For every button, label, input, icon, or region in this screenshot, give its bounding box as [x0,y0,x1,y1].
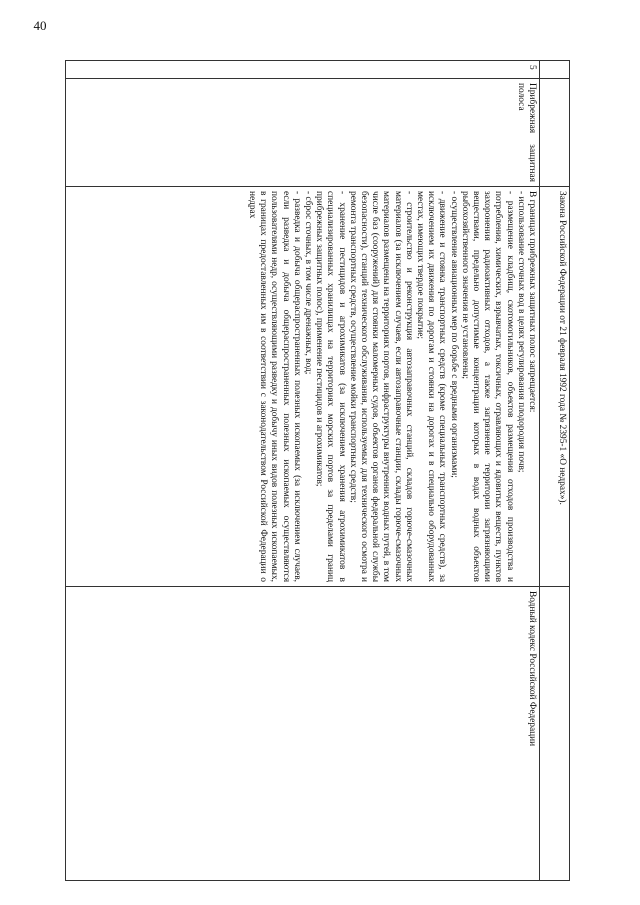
provision-item: - размещение кладбищ, скотомогильников, объектов размещения отходов производства и потребления, химических, взрывчатых, токсичных, отравляющих и ядовитых веществ, пунктов захоронения радиоактивных отходов, а также загрязнение территории загрязняющими веществами, предельно допустимые концентрации которых в водах водных объектов рыбохозяйственного значения не установлены; [459,191,515,582]
row-number-cell: 5 [66,61,540,79]
provision-item: - строительство и реконструкция автозаправочных станций, складов горюче-смазочных материалов (за исключением случаев, если автозаправочные станции, склады горюче-смазочных материалов размещены на территориях портов, инфраструктуры внутренних водных путей, в том числе баз (сооружений) для стоянки маломерных судов, объектов органов федеральной службы безопасности), станций технического обслуживания, используемых для технического осмотра и ремонта транспортных средств, осуществление мойки транспортных средств; [347,191,414,582]
header-provisions-cell: Закона Российской Федерации от 21 февраля 1992 года № 2395-1 «О недрах»). [540,187,570,587]
header-number-cell [540,61,570,79]
provision-item: - использование сточных вод в целях регулирования плодородия почв; [515,191,526,473]
provision-item: - хранение пестицидов и агрохимикатов (за исключением хранения агрохимикатов в специализированных хранилищах на территориях морских портов за пределами границ прибрежных защитных полос), применение пестицидов и агрохимикатов; [314,191,347,582]
provision-item: - сброс сточных, в том числе дренажных, вод; [302,191,313,375]
provision-item: - осуществление авиационных мер по борьбе с вредными организмами; [448,191,459,478]
provision-item: - движение и стоянка транспортных средств (кроме специальных транспортных средств), за исключением их движения по дорогам и стоянки на дорогах и в специально оборудованных местах, имеющих твердое покрытие; [414,191,448,582]
restrictions-table [65,60,570,881]
provision-item: - разведка и добыча общераспространенных полезных ископаемых (за исключением случаев, если разведка и добыча общераспространенных полезных ископаемых осуществляются пользователями недр, осуществляющими разведку и добычу иных видов полезных ископаемых, в границах предоставленных им в соответствии с законодательством Российской Федерации о недрах [246,191,302,582]
provisions-cell [66,187,540,587]
rotated-table-sheet [65,60,570,880]
table-header-row [540,61,570,881]
header-zone-cell [540,79,570,187]
page-number-text: 40 [33,18,47,33]
provision-item: В границах прибрежных защитных полос запрещается: [527,191,537,413]
law-reference-cell: Водный кодекс Российской Федерации [66,587,540,881]
zone-name-cell: Прибрежная защитная полоса [66,79,540,187]
table-row [66,61,540,881]
header-law-cell [540,587,570,881]
